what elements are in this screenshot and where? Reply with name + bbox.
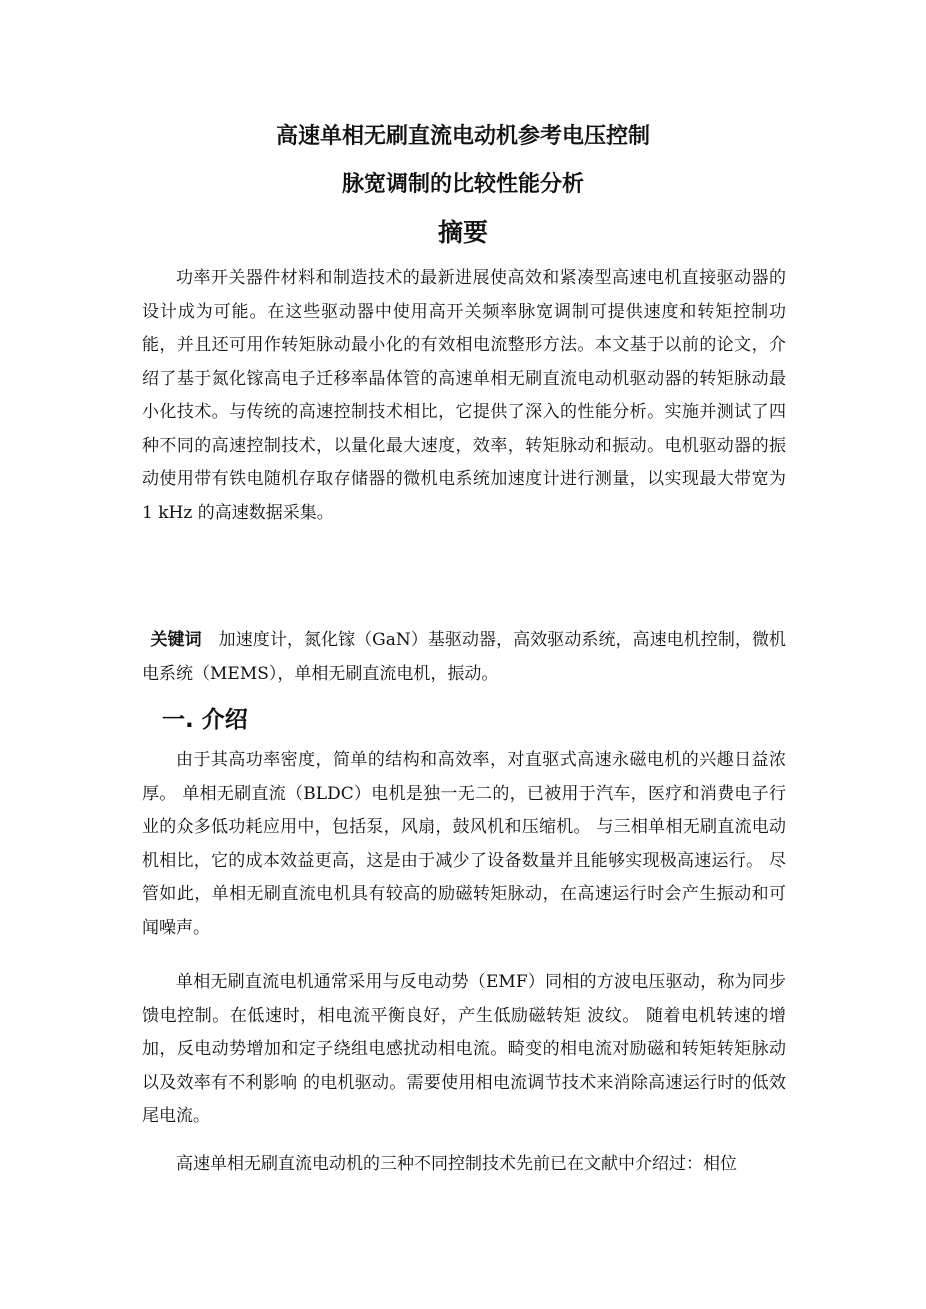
introduction-paragraph: 由于其高功率密度，简单的结构和高效率，对直驱式高速永磁电机的兴趣日益浓厚。 单相无刷直流（BLDC）电机是独一无二的，已被用于汽车，医疗和消费电子行业的众多低功耗应用中，包括泵，风扇，鼓风机和压缩机。 与三相单相无刷直流电动机相比，它的成本效益更高，这是由于减少了设备数量并且能够实现极高速运行。 尽管如此，单相无刷直流电机具有较高的励磁转矩脉动，在高速运行时会产生振动和可闻噪声。: [142, 750, 786, 938]
section-heading-introduction: 一. 介绍: [162, 707, 248, 733]
keywords-label: 关键词: [150, 630, 202, 650]
abstract-paragraph: 功率开关器件材料和制造技术的最新进展使高效和紧凑型高速电机直接驱动器的设计成为可能。在这些驱动器中使用高开关频率脉宽调制可提供速度和转矩控制功能，并且还可用作转矩脉动最小化的有效相电流整形方法。本文基于以前的论文，介绍了基于氮化镓高电子迁移率晶体管的高速单相无刷直流电动机驱动器的转矩脉动最小化技术。与传统的高速控制技术相比，它提供了深入的性能分析。实施并测试了四种不同的高速控制技术，以量化最大速度，效率，转矩脉动和振动。电机驱动器的振动使用带有铁电随机存取存储器的微机电系统加速度计进行测量，以实现最大带宽为 1 kHz 的高速数据采集。: [142, 268, 786, 523]
keywords-text: 加速度计，氮化镓（GaN）基驱动器，高效驱动系统，高速电机控制，微机电系统（MEMS），单相无刷直流电机，振动。: [142, 630, 786, 684]
introduction-paragraph: 单相无刷直流电机通常采用与反电动势（EMF）同相的方波电压驱动，称为同步馈电控制。在低速时，相电流平衡良好，产生低励磁转矩 波纹。 随着电机转速的增加，反电动势增加和定子绕组电感扰动相电流。畸变的相电流对励磁和转矩转矩脉动以及效率有不利影响 的电机驱动。需要使用相电流调节技术来消除高速运行时的低效尾电流。: [142, 972, 786, 1126]
document-title-line-2: 脉宽调制的比较性能分析: [341, 172, 584, 197]
document-title-line-1: 高速单相无刷直流电动机参考电压控制: [275, 124, 650, 149]
keywords-paragraph: [142, 624, 786, 691]
introduction-paragraph: 高速单相无刷直流电动机的三种不同控制技术先前已在文献中介绍过：相位: [176, 1154, 737, 1174]
abstract-heading: 摘要: [437, 218, 488, 247]
